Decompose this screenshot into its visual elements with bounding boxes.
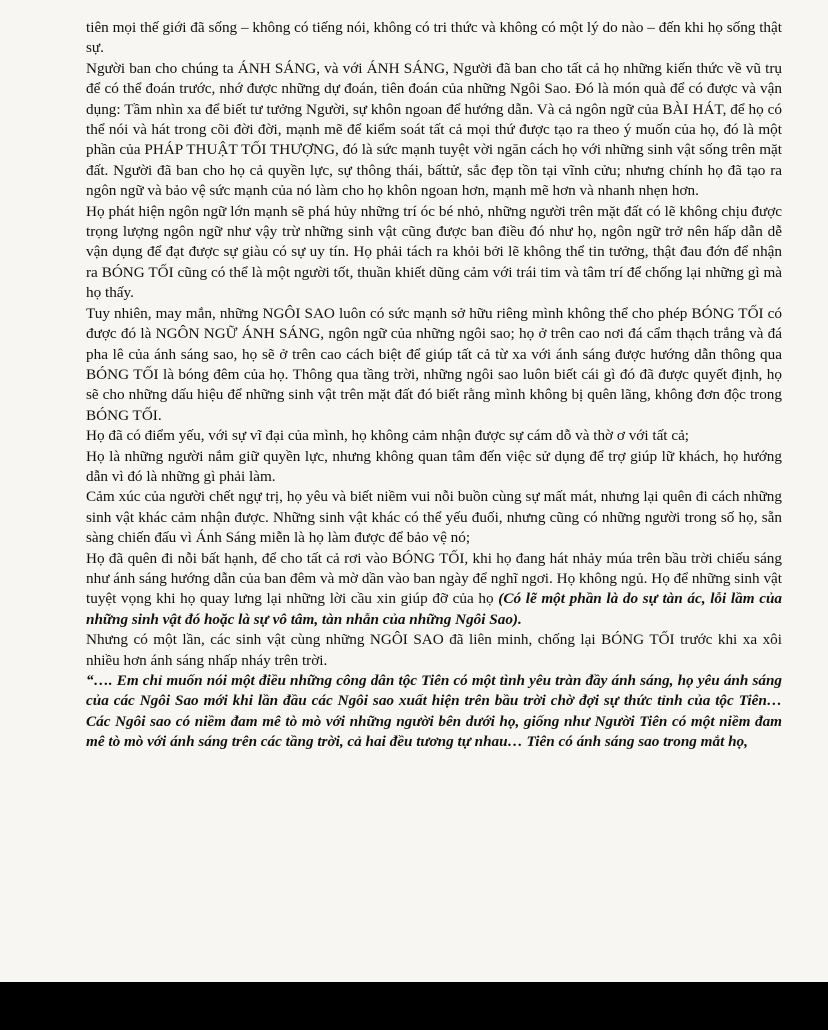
- paragraph-5: Họ đã có điểm yếu, với sự vĩ đại của mình, họ không cảm nhận được sự cám dỗ và thờ ơ với tất cả;: [86, 427, 690, 445]
- paragraph-4: Tuy nhiên, may mắn, những NGÔI SAO luôn có sức mạnh sở hữu riêng mình không thể cho phép BÓNG TỐI có được đó là NGÔN NGỮ ÁNH SÁNG, ngôn ngữ của những ngôi sao; họ ở trên cao nơi đá cẩm thạch trắng và đá pha lê của ánh sáng sao, họ sẽ ở trên cao cách biệt để giúp tất cả từ xa với ánh sáng được hướng dẫn thông qua BÓNG TỐI là bóng đêm của họ. Thông qua tầng trời, những ngôi sao luôn biết cái gì đó đã được quyết định, họ sẽ cho những dấu hiệu để những sinh vật trên mặt đất đó biết rằng mình không bị quên lãng, không đơn độc trong BÓNG TỐI.: [86, 304, 782, 424]
- bottom-black-bar: [0, 982, 828, 1030]
- paragraph-6: Họ là những người nắm giữ quyền lực, nhưng không quan tâm đến việc sử dụng để trợ giúp lữ khách, họ hướng dẫn vì đó là những gì phải làm.: [86, 447, 782, 485]
- quote-paragraph: “…. Em chỉ muốn nói một điều những công dân tộc Tiên có một tình yêu tràn đầy ánh sáng, họ yêu ánh sáng của các Ngôi Sao mới khi lần đầu các Ngôi sao xuất hiện trên bầu trời chờ đợi sự thức tỉnh của tộc Tiên… Các Ngôi sao có niềm đam mê tò mò với những người bên dưới họ, giống như Người Tiên có một niềm đam mê tò mò với ánh sáng trên các tầng trời, cả hai đều tương tự nhau… Tiên có ánh sáng sao trong mắt họ,: [86, 672, 782, 751]
- paragraph-7: Cảm xúc của người chết ngự trị, họ yêu và biết niềm vui nỗi buồn cùng sự mất mát, nhưng lại quên đi cách những sinh vật khác cảm nhận được. Những sinh vật khác có thể yếu đuối, nhưng cũng có những người trong số họ, sẵn sàng chiến đấu vì Ánh Sáng miễn là họ làm được để bảo vệ nó;: [86, 488, 782, 547]
- paragraph-3: Họ phát hiện ngôn ngữ lớn mạnh sẽ phá hủy những trí óc bé nhỏ, những người trên mặt đất có lẽ không chịu được trọng lượng ngôn ngữ như vậy trừ những sinh vật cũng được ban điều đó như họ, ngôn ngữ trở nên hấp dẫn dễ vận dụng để đạt được sự giàu có sự uy tín. Họ phải tách ra khỏi bởi lẽ không thể tin tưởng, thật đau đớn để nhận ra BÓNG TỐI cũng có thể là một người tốt, thuần khiết dũng cảm với trái tim và tâm trí để chống lại những gì mà họ thấy.: [86, 202, 782, 302]
- paragraph-2: Người ban cho chúng ta ÁNH SÁNG, và với ÁNH SÁNG, Người đã ban cho tất cả họ những kiến thức về vũ trụ để có thể đoán trước, nhớ được những dự đoán, tiên đoán của những Ngôi Sao. Đó là món quà để có được và vận dụng: Tầm nhìn xa để biết tư tưởng Người, sự khôn ngoan để hướng dẫn. Và cả ngôn ngữ của BÀI HÁT, để họ có thể nói và hát trong cõi đời đời, mạnh mẽ để kiểm soát tất cả mọi thứ được tạo ra theo ý muốn của họ, đó là một phần của PHÁP THUẬT TỐI THƯỢNG, đó là sức mạnh tuyệt vời ngăn cách họ với những sinh vật sống trên mặt đất. Người đã ban cho họ cả quyền lực, sự thông thái, bấttử, sắc đẹp tồn tại vĩnh cửu; nhưng chính họ đã tạo ra ngôn ngữ và bảo vệ sức mạnh của nó làm cho họ khôn ngoan hơn, mạnh mẽ hơn và nhanh nhẹn hơn.: [86, 59, 782, 200]
- paragraph-1: tiên mọi thế giới đã sống – không có tiếng nói, không có tri thức và không có một lý do nào – đến khi họ sống thật sự.: [86, 19, 782, 57]
- paragraph-8-text: Họ đã quên đi nỗi bất hạnh, để cho tất cả rơi vào BÓNG TỐI, khi họ đang hát nhảy múa trên bầu trời chiếu sáng như ánh sáng hướng dẫn của ban đêm và mờ dần vào ban ngày để nghĩ ngơi. Họ không ngủ. Họ để những sinh vật tuyệt vọng khi họ quay lưng lại những lời cầu xin giúp đỡ của họ: [86, 549, 782, 608]
- paragraph-9: Nhưng có một lần, các sinh vật cùng những NGÔI SAO đã liên minh, chống lại BÓNG TỐI trước khi xa xôi nhiều hơn ánh sáng nhấp nháy trên trời.: [86, 631, 782, 669]
- paragraph-8: [86, 549, 782, 631]
- paragraph-8-emphasis: (Có lẽ một phần là do sự tàn ác, lỗi lầm của những sinh vật đó hoặc là sự vô tâm, tàn nhẫn của những Ngôi Sao).: [86, 590, 782, 628]
